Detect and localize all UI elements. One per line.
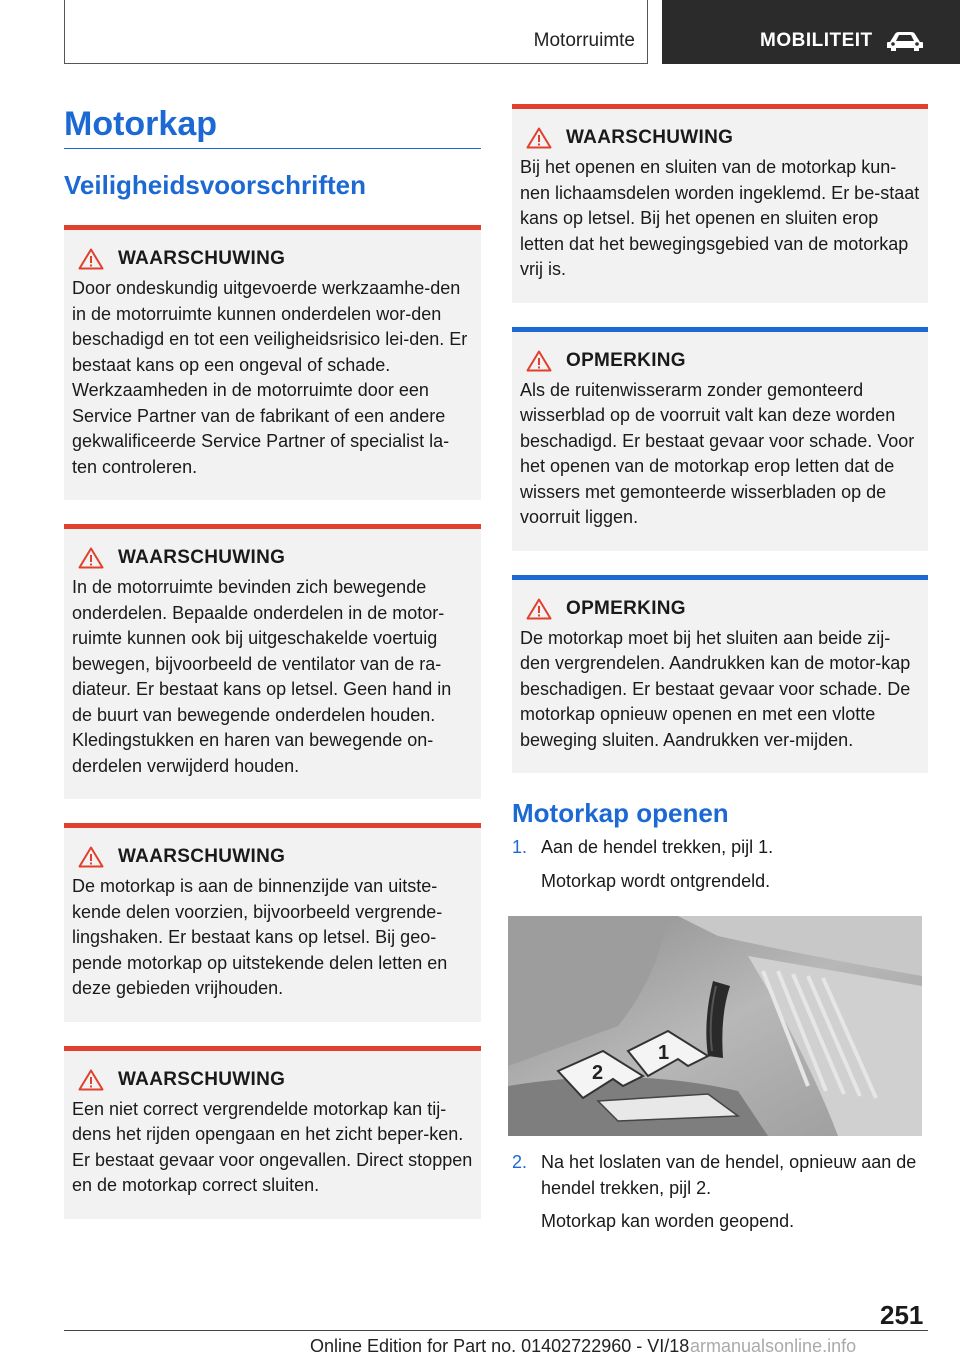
warning-triangle-icon: [78, 846, 104, 868]
footer-divider: [64, 1330, 928, 1331]
note-box: [512, 327, 928, 551]
steps-list: [512, 1150, 928, 1243]
warning-label: WAARSCHUWING: [118, 248, 286, 269]
notice-triangle-icon: [526, 598, 552, 620]
page-number: 251: [880, 1300, 924, 1330]
warning-triangle-icon: [78, 248, 104, 270]
note-label: OPMERKING: [566, 597, 686, 619]
car-icon: [886, 30, 924, 52]
page-title: Motorkap: [64, 104, 481, 149]
section-title-open-hood: Motorkap openen: [512, 798, 729, 828]
step-number: 2.: [512, 1152, 528, 1172]
warning-label: WAARSCHUWING: [118, 1068, 286, 1090]
warning-text: Door ondeskundig uitgevoerde werkzaamhe-den in de motorruimte kunnen onderdelen wor-den beschadigd en tot een veiligheidsrisico lei-den. Er bestaat kans op een ongeval of schade. Werkzaamheden in de motorruimte door een Service Partner van de fabrikant of een andere gekwalificeerde Service Partner of specialist la-ten controleren.: [72, 278, 468, 477]
header-section-tab: [64, 0, 648, 64]
warning-label: WAARSCHUWING: [118, 846, 286, 867]
note-box: [512, 575, 928, 774]
warning-label: WAARSCHUWING: [566, 127, 734, 148]
arrow-1-label: 1: [658, 1042, 670, 1064]
warning-triangle-icon: [78, 547, 104, 569]
warning-box: [64, 524, 481, 799]
section-title-safety: Veiligheidsvoorschriften: [64, 170, 366, 200]
warning-box: [64, 225, 481, 500]
warning-triangle-icon: [526, 127, 552, 149]
warning-text: Bij het openen en sluiten van de motorkap kun-nen lichaamsdelen worden ingeklemd. Er be-staat kans op letsel. Bij het openen en sluiten erop letten dat het bewegingsgebied van de motorkap vrij is.: [520, 157, 920, 279]
footer-watermark: armanualsonline.info: [690, 1336, 857, 1356]
warning-text: Een niet correct vergrendelde motorkap kan tij-dens het rijden opengaan en het zicht beper-ken. Er bestaat gevaar voor ongevallen. Direct stoppen en de motorkap correct sluiten.: [72, 1098, 473, 1195]
warning-box: [64, 823, 481, 1022]
note-label: OPMERKING: [566, 349, 686, 371]
note-text: Als de ruitenwisserarm zonder gemonteerd wisserblad op de voorruit valt kan deze worden beschadigd. Er bestaat gevaar voor schade. Voor het openen van de motorkap erop letten dat de wissers met gemonteerde wisserbladen op de voorruit liggen.: [520, 379, 915, 527]
header-chapter-tab: [662, 0, 960, 64]
steps-list: [512, 835, 928, 902]
step-number: 1.: [512, 837, 528, 857]
warning-box: [64, 1046, 481, 1219]
step-result: Motorkap wordt ontgrendeld.: [541, 870, 771, 891]
notice-triangle-icon: [526, 350, 552, 372]
step-instruction: Na het loslaten van de hendel, opnieuw aan de hendel trekken, pijl 2.: [541, 1152, 917, 1198]
warning-triangle-icon: [78, 1069, 104, 1091]
list-item: [512, 1150, 928, 1243]
warning-text: In de motorruimte bevinden zich bewegende onderdelen. Bepaalde onderdelen in de motor-ruimte kunnen ook bij uitgeschakelde voertuig bewegen, bijvoorbeeld de ventilator van de ra-diateur. Er bestaat kans op letsel. Geen hand in de buurt van bewegende onderdelen houden. Kledingstukken en haren van bewegende on-derdelen verwijderd houden.: [72, 577, 452, 776]
header-section-label: Motorruimte: [533, 30, 635, 51]
step-instruction: Aan de hendel trekken, pijl 1.: [541, 837, 774, 857]
header-chapter-label: MOBILITEIT: [760, 30, 873, 51]
arrow-2-label: 2: [592, 1062, 604, 1084]
warning-box: [512, 104, 928, 303]
step-result: Motorkap kan worden geopend.: [541, 1211, 795, 1231]
list-item: [512, 835, 928, 902]
warning-label: WAARSCHUWING: [118, 547, 286, 568]
footer-edition: Online Edition for Part no. 01402722960 - VI/18: [310, 1336, 690, 1356]
warning-text: De motorkap is aan de binnenzijde van uitste-kende delen voorzien, bijvoorbeeld vergrende-lingshaken. Er bestaat kans op letsel. Bij geo-pende motorkap op uitstekende delen letten en deze gebieden vrijhouden.: [72, 876, 448, 998]
hood-release-lever-image: [508, 916, 922, 1136]
right-column: [512, 104, 928, 1243]
note-text: De motorkap moet bij het sluiten aan beide zij-den vergrendelen. Aandrukken kan de motor-kap beschadigen. Er bestaat gevaar voor schade. De motorkap opnieuw openen en met een vlotte beweging sluiten. Aandrukken ver-mijden.: [520, 627, 911, 750]
left-column: [64, 104, 481, 1243]
